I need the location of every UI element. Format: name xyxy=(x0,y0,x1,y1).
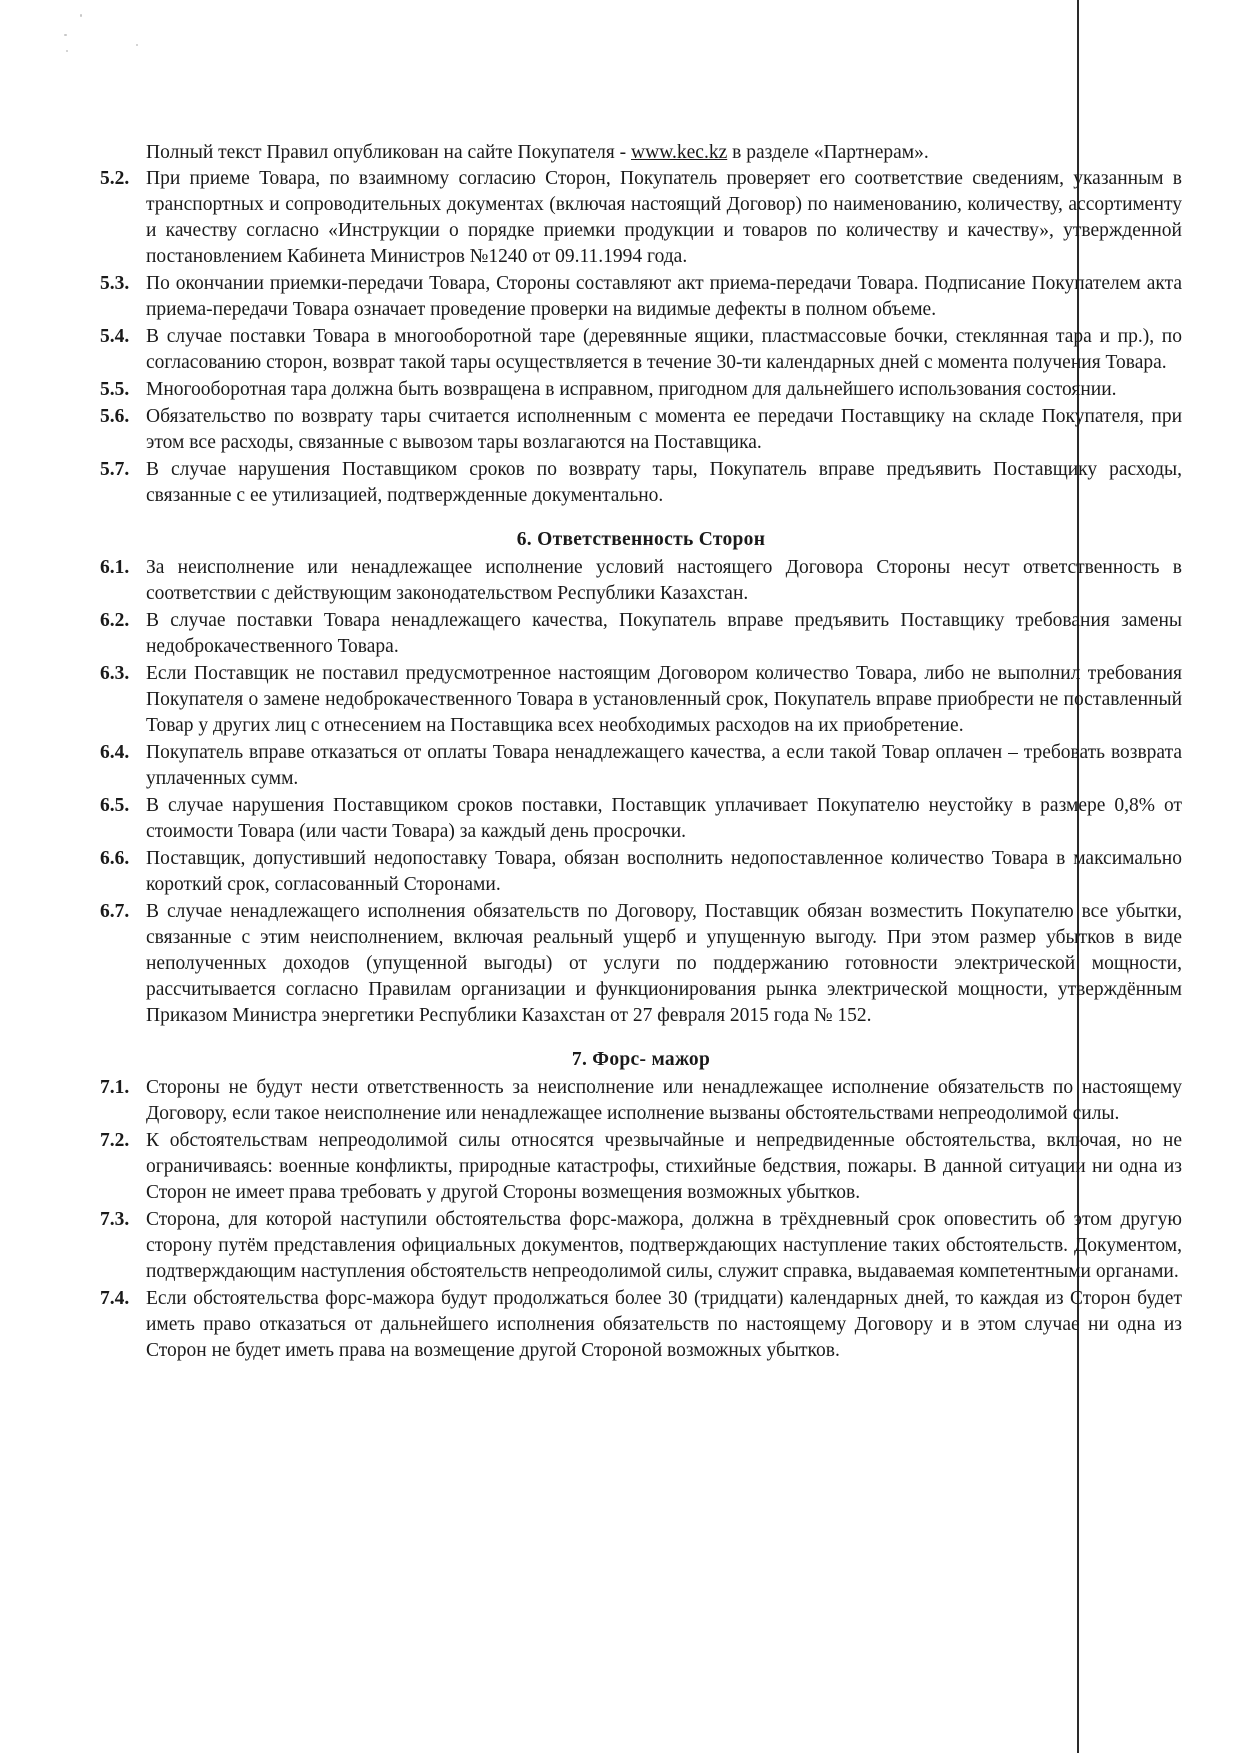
clause-number: 5.2. xyxy=(100,168,130,189)
clause-text: Покупатель вправе отказаться от оплаты Товара ненадлежащего качества, а если такой Товар оплачен – требовать возврата уплаченных сумм. xyxy=(146,742,1182,789)
clause-7-3 xyxy=(100,1207,1182,1285)
partner-website-link[interactable]: www.kec.kz xyxy=(631,142,728,163)
clause-number: 7.4. xyxy=(100,1288,130,1309)
clause-number: 6.7. xyxy=(100,901,130,922)
clause-5-7 xyxy=(100,457,1182,509)
scan-speck xyxy=(66,50,68,52)
clause-number: 5.3. xyxy=(100,273,130,294)
clause-number: 5.7. xyxy=(100,459,130,480)
clause-number: 7.1. xyxy=(100,1077,130,1098)
clause-5-5 xyxy=(100,377,1182,403)
clause-number: 5.4. xyxy=(100,326,130,347)
clause-5-6 xyxy=(100,404,1182,456)
clause-7-4 xyxy=(100,1286,1182,1364)
clause-5-4 xyxy=(100,324,1182,376)
section-heading-force-majeure: 7. Форс- мажор xyxy=(571,1049,711,1070)
clause-text: Сторона, для которой наступили обстоятельства форс-мажора, должна в трёхдневный срок оповестить об этом другую сторону путём представления официальных документов, подтверждающих наступление таких обстоятельств. Документом, подтверждающим наступления обстоятельств непреодолимой силы, служит справка, выдаваемая компетентными органами. xyxy=(146,1209,1182,1282)
clause-text: В случае нарушения Поставщиком сроков поставки, Поставщик уплачивает Покупателю неустойку в размере 0,8% от стоимости Товара (или части Товара) за каждый день просрочки. xyxy=(146,795,1182,842)
lead-text-before: Полный текст Правил опубликован на сайте Покупателя - xyxy=(146,142,632,163)
clause-6-4 xyxy=(100,740,1182,792)
clause-text: Если Поставщик не поставил предусмотренное настоящим Договором количество Товара, либо не выполнил требования Покупателя о замене недоброкачественного Товара в установленный срок, Покупатель вправе приобрести не поставленный Товар у других лиц с отнесением на Поставщика всех необходимых расходов на их приобретение. xyxy=(146,663,1182,736)
clause-text: В случае нарушения Поставщиком сроков по возврату тары, Покупатель вправе предъявить Поставщику расходы, связанные с ее утилизацией, подтвержденные документально. xyxy=(146,459,1182,506)
clause-text: За неисполнение или ненадлежащее исполнение условий настоящего Договора Стороны несут ответственность в соответствии с действующим законодательством Республики Казахстан. xyxy=(146,557,1182,604)
clause-5-3 xyxy=(100,271,1182,323)
clause-number: 6.3. xyxy=(100,663,130,684)
clause-number: 6.4. xyxy=(100,742,130,763)
clause-text: В случае поставки Товара в многооборотной таре (деревянные ящики, пластмассовые бочки, стеклянная тара и пр.), по согласованию сторон, возврат такой тары осуществляется в течение 30-ти календарных дней с момента получения Товара. xyxy=(146,326,1182,373)
clause-number: 7.2. xyxy=(100,1130,130,1151)
clause-text: Стороны не будут нести ответственность за неисполнение или ненадлежащее исполнение обязательств по настоящему Договору, если такое неисполнение или ненадлежащее исполнение вызваны обстоятельствами непреодолимой силы. xyxy=(146,1077,1182,1124)
rules-publication-note xyxy=(100,140,1182,166)
clause-text: Обязательство по возврату тары считается исполненным с момента ее передачи Поставщику на складе Покупателя, при этом все расходы, связанные с вывозом тары возлагаются на Поставщика. xyxy=(146,406,1182,453)
scan-speck xyxy=(64,34,67,36)
clause-number: 6.2. xyxy=(100,610,130,631)
clause-text: При приеме Товара, по взаимному согласию Сторон, Покупатель проверяет его соответствие сведениям, указанным в транспортных и сопроводительных документах (включая настоящий Договор) по наименованию, количеству, ассортименту и качеству согласно «Инструкции о порядке приемки продукции и товаров по количеству и качеству», утвержденной постановлением Кабинета Министров №1240 от 09.11.1994 года. xyxy=(146,168,1182,267)
clause-number: 6.5. xyxy=(100,795,130,816)
clause-6-7 xyxy=(100,899,1182,1029)
clause-number: 5.5. xyxy=(100,379,130,400)
clause-6-5 xyxy=(100,793,1182,845)
clause-number: 6.1. xyxy=(100,557,130,578)
clause-6-3 xyxy=(100,661,1182,739)
clause-6-2 xyxy=(100,608,1182,660)
document-body xyxy=(100,140,1182,1364)
clause-text: В случае поставки Товара ненадлежащего качества, Покупатель вправе предъявить Поставщику требования замены недоброкачественного Товара. xyxy=(146,610,1182,657)
clause-6-6 xyxy=(100,846,1182,898)
clause-7-2 xyxy=(100,1128,1182,1206)
section-heading-liability: 6. Ответственность Сторон xyxy=(516,529,766,550)
clause-number: 7.3. xyxy=(100,1209,130,1230)
clause-text: Поставщик, допустивший недопоставку Товара, обязан восполнить недопоставленное количество Товара в максимально короткий срок, согласованный Сторонами. xyxy=(146,848,1182,895)
clause-number: 5.6. xyxy=(100,406,130,427)
lead-text-after: в разделе «Партнерам». xyxy=(727,142,929,163)
clause-6-1 xyxy=(100,555,1182,607)
clause-text: К обстоятельствам непреодолимой силы относятся чрезвычайные и непредвиденные обстоятельства, включая, но не ограничиваясь: военные конфликты, природные катастрофы, стихийные бедствия, пожары. В данной ситуации ни одна из Сторон не имеет права требовать у другой Стороны возмещения возможных убытков. xyxy=(146,1130,1182,1203)
scan-speck xyxy=(136,44,138,46)
clause-5-2 xyxy=(100,166,1182,270)
clause-text: Многооборотная тара должна быть возвращена в исправном, пригодном для дальнейшего использования состоянии. xyxy=(146,379,1117,400)
clause-7-1 xyxy=(100,1075,1182,1127)
clause-text: Если обстоятельства форс-мажора будут продолжаться более 30 (тридцати) календарных дней, то каждая из Сторон будет иметь право отказаться от дальнейшего исполнения обязательств по настоящему Договору и в этом случае ни одна из Сторон не будет иметь права на возмещение другой Стороной возможных убытков. xyxy=(146,1288,1182,1361)
clause-number: 6.6. xyxy=(100,848,130,869)
scan-speck xyxy=(80,14,82,17)
clause-text: В случае ненадлежащего исполнения обязательств по Договору, Поставщик обязан возместить Покупателю все убытки, связанные с этим неисполнением, включая реальный ущерб и упущенную выгоду. При этом размер убытков в виде неполученных доходов (упущенной выгоды) от услуги по поддержанию готовности электрической мощности, рассчитывается согласно Правилам организации и функционирования рынка электрической мощности, утверждённым Приказом Министра энергетики Республики Казахстан от 27 февраля 2015 года № 152. xyxy=(146,901,1182,1026)
clause-text: По окончании приемки-передачи Товара, Стороны составляют акт приема-передачи Товара. Подписание Покупателем акта приема-передачи Товара означает проведение проверки на видимые дефекты в полном объеме. xyxy=(146,273,1182,320)
